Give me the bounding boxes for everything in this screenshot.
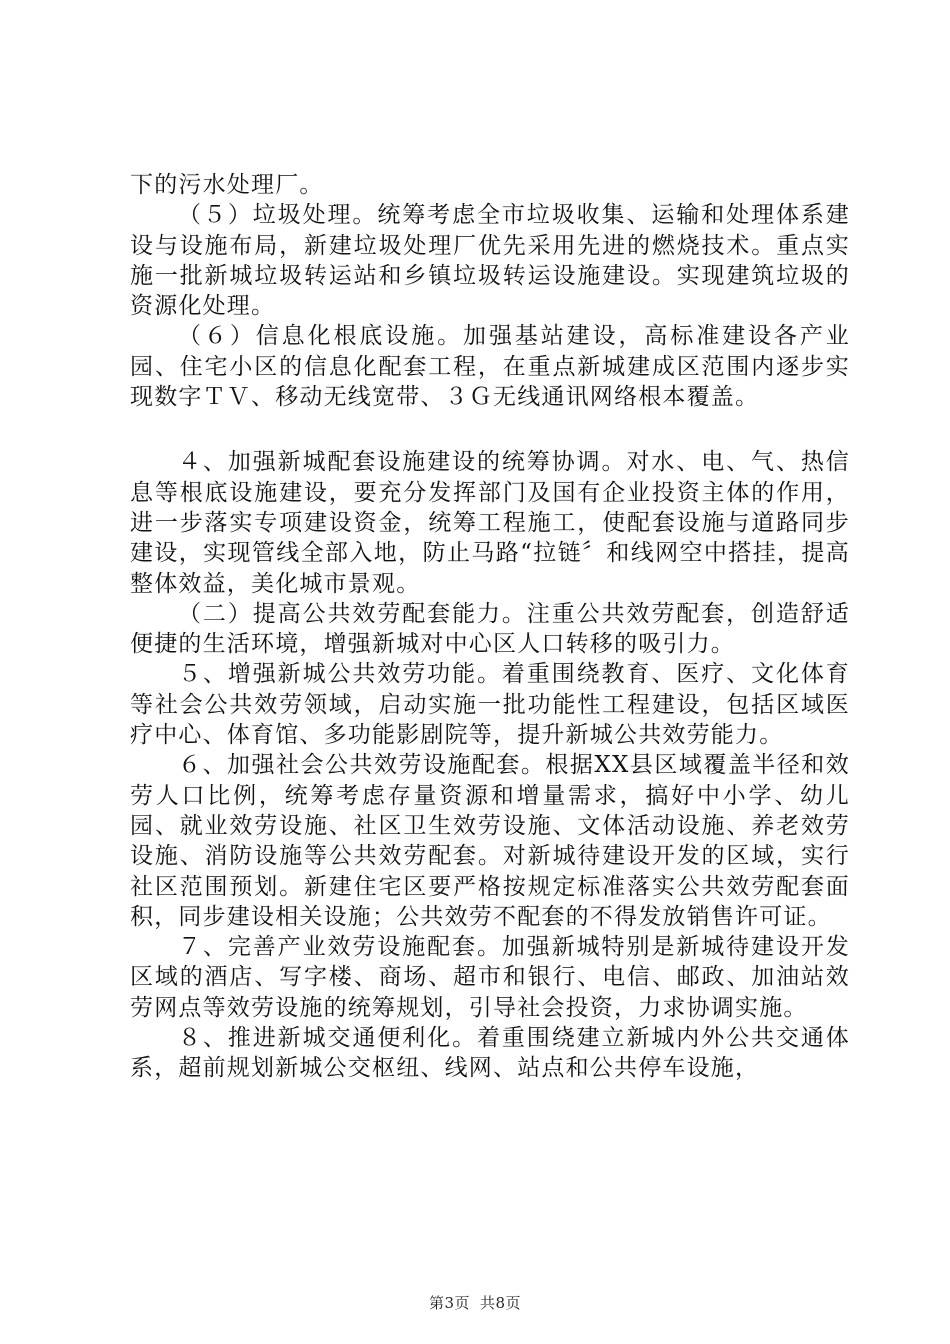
page-total: 共8页 xyxy=(480,1294,522,1312)
paragraph-5: （二）提高公共效劳配套能力。注重公共效劳配套，创造舒适便捷的生活环境，增强新城对中心区人口转移的吸引力。 xyxy=(130,600,850,658)
paragraph-1: 下的污水处理厂。 xyxy=(130,172,324,198)
paragraph-8: ７、完善产业效劳设施配套。加强新城特别是新城待建设开发区域的酒店、写字楼、商场、超市和银行、电信、邮政、加油站效劳网点等效劳设施的统筹规划，引导社会投资，力求协调实施。 xyxy=(130,934,850,1021)
page-footer xyxy=(0,1292,950,1313)
document-body xyxy=(130,170,850,1084)
paragraph-9: ８、推进新城交通便利化。着重围绕建立新城内外公共交通体系，超前规划新城公交枢纽、线网、站点和公共停车设施， xyxy=(130,1025,850,1082)
paragraph-2: （５）垃圾处理。统筹考虑全市垃圾收集、运输和处理体系建设与设施布局，新建垃圾处理厂优先采用先进的燃烧技术。重点实施一批新城垃圾转运站和乡镇垃圾转运设施建设。实现建筑垃圾的资源化处理。 xyxy=(130,202,850,320)
paragraph-3: （６）信息化根底设施。加强基站建设，高标准建设各产业园、住宅小区的信息化配套工程，在重点新城建成区范围内逐步实现数字ＴＶ、移动无线宽带、３Ｇ无线通讯网络根本覆盖。 xyxy=(130,323,850,411)
paragraph-7: ６、加强社会公共效劳设施配套。根据XX县区域覆盖半径和效劳人口比例，统筹考虑存量资源和增量需求，搞好中小学、幼儿园、就业效劳设施、社区卫生效劳设施、文体活动设施、养老效劳设施、消防设施等公共效劳配套。对新城待建设开发的区域，实行社区范围预划。新建住宅区要严格按规定标准落实公共效劳配套面积，同步建设相关设施；公共效劳不配套的不得发放销售许可证。 xyxy=(130,752,850,930)
page-number: 第3页 xyxy=(428,1294,470,1312)
paragraph-4: ４、加强新城配套设施建设的统筹协调。对水、电、气、热信息等根底设施建设，要充分发挥部门及国有企业投资主体的作用，进一步落实专项建设资金，统筹工程施工，使配套设施与道路同步建设，实现管线全部入地，防止马路“拉链〞和线网空中搭挂，提高整体效益，美化城市景观。 xyxy=(130,449,850,597)
paragraph-6: ５、增强新城公共效劳功能。着重围绕教育、医疗、文化体育等社会公共效劳领域，启动实施一批功能性工程建设，包括区域医疗中心、体育馆、多功能影剧院等，提升新城公共效劳能力。 xyxy=(130,661,850,749)
